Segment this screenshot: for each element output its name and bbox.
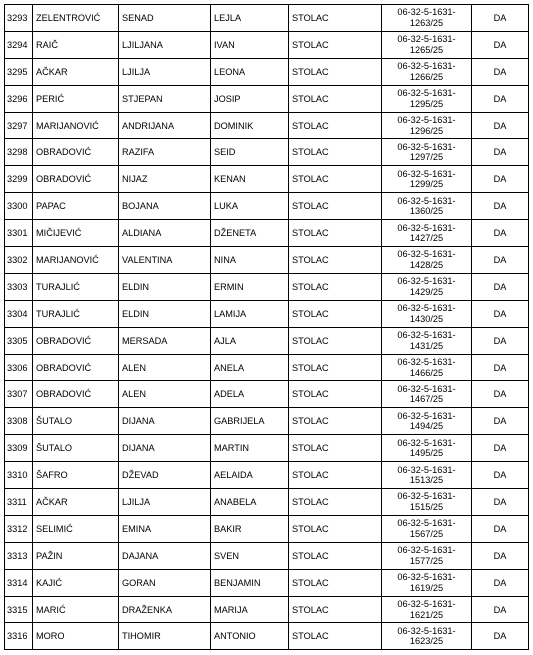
parent-name-cell: IVAN [211,31,289,58]
status-cell: DA [472,273,529,300]
case-number-cell: 06-32-5-1631-1621/25 [382,596,472,623]
first-name-cell: GORAN [119,569,211,596]
status-cell: DA [472,354,529,381]
first-name-cell: DIJANA [119,408,211,435]
surname-cell: OBRADOVIĆ [33,166,119,193]
first-name-cell: ALDIANA [119,220,211,247]
case-number-cell: 06-32-5-1631-1295/25 [382,85,472,112]
parent-name-cell: MARIJA [211,596,289,623]
case-number-cell: 06-32-5-1631-1466/25 [382,354,472,381]
surname-cell: MORO [33,623,119,650]
row-number: 3298 [5,139,33,166]
first-name-cell: ALEN [119,354,211,381]
parent-name-cell: SVEN [211,542,289,569]
table-row [5,220,529,247]
surname-cell: OBRADOVIĆ [33,327,119,354]
row-number: 3311 [5,489,33,516]
surname-cell: PERIĆ [33,85,119,112]
case-number-cell: 06-32-5-1631-1265/25 [382,31,472,58]
row-number: 3301 [5,220,33,247]
case-number-cell: 06-32-5-1631-1296/25 [382,112,472,139]
table-row [5,166,529,193]
table-row [5,327,529,354]
first-name-cell: ANDRIJANA [119,112,211,139]
surname-cell: AČKAR [33,489,119,516]
first-name-cell: STJEPAN [119,85,211,112]
parent-name-cell: BAKIR [211,515,289,542]
status-cell: DA [472,300,529,327]
row-number: 3316 [5,623,33,650]
place-cell: STOLAC [289,435,382,462]
surname-cell: AČKAR [33,58,119,85]
surname-cell: OBRADOVIĆ [33,139,119,166]
surname-cell: TURAJLIĆ [33,273,119,300]
parent-name-cell: MARTIN [211,435,289,462]
place-cell: STOLAC [289,489,382,516]
table-row [5,112,529,139]
row-number: 3294 [5,31,33,58]
case-number-cell: 06-32-5-1631-1467/25 [382,381,472,408]
surname-cell: ŠAFRO [33,462,119,489]
place-cell: STOLAC [289,623,382,650]
case-number-cell: 06-32-5-1631-1429/25 [382,273,472,300]
first-name-cell: ALEN [119,381,211,408]
first-name-cell: DIJANA [119,435,211,462]
row-number: 3299 [5,166,33,193]
place-cell: STOLAC [289,462,382,489]
table-row [5,273,529,300]
case-number-cell: 06-32-5-1631-1513/25 [382,462,472,489]
first-name-cell: LJILJANA [119,31,211,58]
parent-name-cell: ANELA [211,354,289,381]
parent-name-cell: ANTONIO [211,623,289,650]
surname-cell: MARIJANOVIĆ [33,247,119,274]
place-cell: STOLAC [289,193,382,220]
table-row [5,569,529,596]
place-cell: STOLAC [289,247,382,274]
row-number: 3303 [5,273,33,300]
surname-cell: MARIĆ [33,596,119,623]
place-cell: STOLAC [289,166,382,193]
case-number-cell: 06-32-5-1631-1430/25 [382,300,472,327]
parent-name-cell: BENJAMIN [211,569,289,596]
row-number: 3297 [5,112,33,139]
first-name-cell: LJILJA [119,489,211,516]
row-number: 3309 [5,435,33,462]
place-cell: STOLAC [289,58,382,85]
case-number-cell: 06-32-5-1631-1297/25 [382,139,472,166]
first-name-cell: MERSADA [119,327,211,354]
row-number: 3302 [5,247,33,274]
place-cell: STOLAC [289,139,382,166]
status-cell: DA [472,139,529,166]
first-name-cell: DAJANA [119,542,211,569]
surname-cell: MARIJANOVIĆ [33,112,119,139]
parent-name-cell: DOMINIK [211,112,289,139]
place-cell: STOLAC [289,596,382,623]
table-row [5,542,529,569]
row-number: 3300 [5,193,33,220]
status-cell: DA [472,5,529,32]
status-cell: DA [472,85,529,112]
row-number: 3315 [5,596,33,623]
row-number: 3293 [5,5,33,32]
status-cell: DA [472,435,529,462]
table-row [5,58,529,85]
row-number: 3313 [5,542,33,569]
first-name-cell: VALENTINA [119,247,211,274]
status-cell: DA [472,462,529,489]
row-number: 3304 [5,300,33,327]
status-cell: DA [472,220,529,247]
row-number: 3312 [5,515,33,542]
first-name-cell: DŽEVAD [119,462,211,489]
status-cell: DA [472,381,529,408]
parent-name-cell: ADELA [211,381,289,408]
first-name-cell: BOJANA [119,193,211,220]
first-name-cell: LJILJA [119,58,211,85]
table-row [5,193,529,220]
parent-name-cell: LAMIJA [211,300,289,327]
records-table-body [5,5,529,650]
parent-name-cell: ANABELA [211,489,289,516]
parent-name-cell: AJLA [211,327,289,354]
first-name-cell: ELDIN [119,300,211,327]
first-name-cell: TIHOMIR [119,623,211,650]
parent-name-cell: LEONA [211,58,289,85]
place-cell: STOLAC [289,515,382,542]
case-number-cell: 06-32-5-1631-1299/25 [382,166,472,193]
table-row [5,381,529,408]
status-cell: DA [472,327,529,354]
surname-cell: ZELENTROVIĆ [33,5,119,32]
table-row [5,5,529,32]
case-number-cell: 06-32-5-1631-1494/25 [382,408,472,435]
first-name-cell: RAZIFA [119,139,211,166]
table-row [5,462,529,489]
status-cell: DA [472,623,529,650]
case-number-cell: 06-32-5-1631-1266/25 [382,58,472,85]
surname-cell: SELIMIĆ [33,515,119,542]
status-cell: DA [472,596,529,623]
parent-name-cell: NINA [211,247,289,274]
surname-cell: KAJIĆ [33,569,119,596]
table-row [5,435,529,462]
surname-cell: MIČIJEVIĆ [33,220,119,247]
row-number: 3306 [5,354,33,381]
parent-name-cell: ERMIN [211,273,289,300]
first-name-cell: NIJAZ [119,166,211,193]
case-number-cell: 06-32-5-1631-1515/25 [382,489,472,516]
case-number-cell: 06-32-5-1631-1623/25 [382,623,472,650]
status-cell: DA [472,489,529,516]
place-cell: STOLAC [289,273,382,300]
table-row [5,596,529,623]
table-row [5,354,529,381]
case-number-cell: 06-32-5-1631-1431/25 [382,327,472,354]
parent-name-cell: GABRIJELA [211,408,289,435]
table-row [5,408,529,435]
case-number-cell: 06-32-5-1631-1495/25 [382,435,472,462]
table-row [5,85,529,112]
table-row [5,300,529,327]
row-number: 3295 [5,58,33,85]
surname-cell: RAIČ [33,31,119,58]
row-number: 3308 [5,408,33,435]
parent-name-cell: AELAIDA [211,462,289,489]
parent-name-cell: DŽENETA [211,220,289,247]
table-row [5,489,529,516]
row-number: 3314 [5,569,33,596]
place-cell: STOLAC [289,300,382,327]
place-cell: STOLAC [289,542,382,569]
parent-name-cell: LUKA [211,193,289,220]
place-cell: STOLAC [289,31,382,58]
status-cell: DA [472,247,529,274]
place-cell: STOLAC [289,354,382,381]
case-number-cell: 06-32-5-1631-1428/25 [382,247,472,274]
status-cell: DA [472,112,529,139]
place-cell: STOLAC [289,85,382,112]
surname-cell: ŠUTALO [33,435,119,462]
records-table [4,4,529,650]
place-cell: STOLAC [289,112,382,139]
status-cell: DA [472,31,529,58]
case-number-cell: 06-32-5-1631-1360/25 [382,193,472,220]
place-cell: STOLAC [289,569,382,596]
status-cell: DA [472,193,529,220]
place-cell: STOLAC [289,220,382,247]
surname-cell: TURAJLIĆ [33,300,119,327]
row-number: 3296 [5,85,33,112]
row-number: 3310 [5,462,33,489]
first-name-cell: SENAD [119,5,211,32]
parent-name-cell: LEJLA [211,5,289,32]
place-cell: STOLAC [289,5,382,32]
table-row [5,139,529,166]
surname-cell: OBRADOVIĆ [33,381,119,408]
place-cell: STOLAC [289,327,382,354]
surname-cell: PAŽIN [33,542,119,569]
parent-name-cell: KENAN [211,166,289,193]
parent-name-cell: JOSIP [211,85,289,112]
status-cell: DA [472,515,529,542]
table-row [5,31,529,58]
table-row [5,623,529,650]
case-number-cell: 06-32-5-1631-1567/25 [382,515,472,542]
place-cell: STOLAC [289,408,382,435]
case-number-cell: 06-32-5-1631-1427/25 [382,220,472,247]
first-name-cell: DRAŽENKA [119,596,211,623]
place-cell: STOLAC [289,381,382,408]
surname-cell: PAPAC [33,193,119,220]
case-number-cell: 06-32-5-1631-1619/25 [382,569,472,596]
surname-cell: OBRADOVIĆ [33,354,119,381]
parent-name-cell: SEID [211,139,289,166]
row-number: 3305 [5,327,33,354]
table-row [5,247,529,274]
case-number-cell: 06-32-5-1631-1263/25 [382,5,472,32]
table-row [5,515,529,542]
status-cell: DA [472,569,529,596]
first-name-cell: EMINA [119,515,211,542]
status-cell: DA [472,58,529,85]
status-cell: DA [472,408,529,435]
status-cell: DA [472,542,529,569]
case-number-cell: 06-32-5-1631-1577/25 [382,542,472,569]
status-cell: DA [472,166,529,193]
surname-cell: ŠUTALO [33,408,119,435]
first-name-cell: ELDIN [119,273,211,300]
row-number: 3307 [5,381,33,408]
